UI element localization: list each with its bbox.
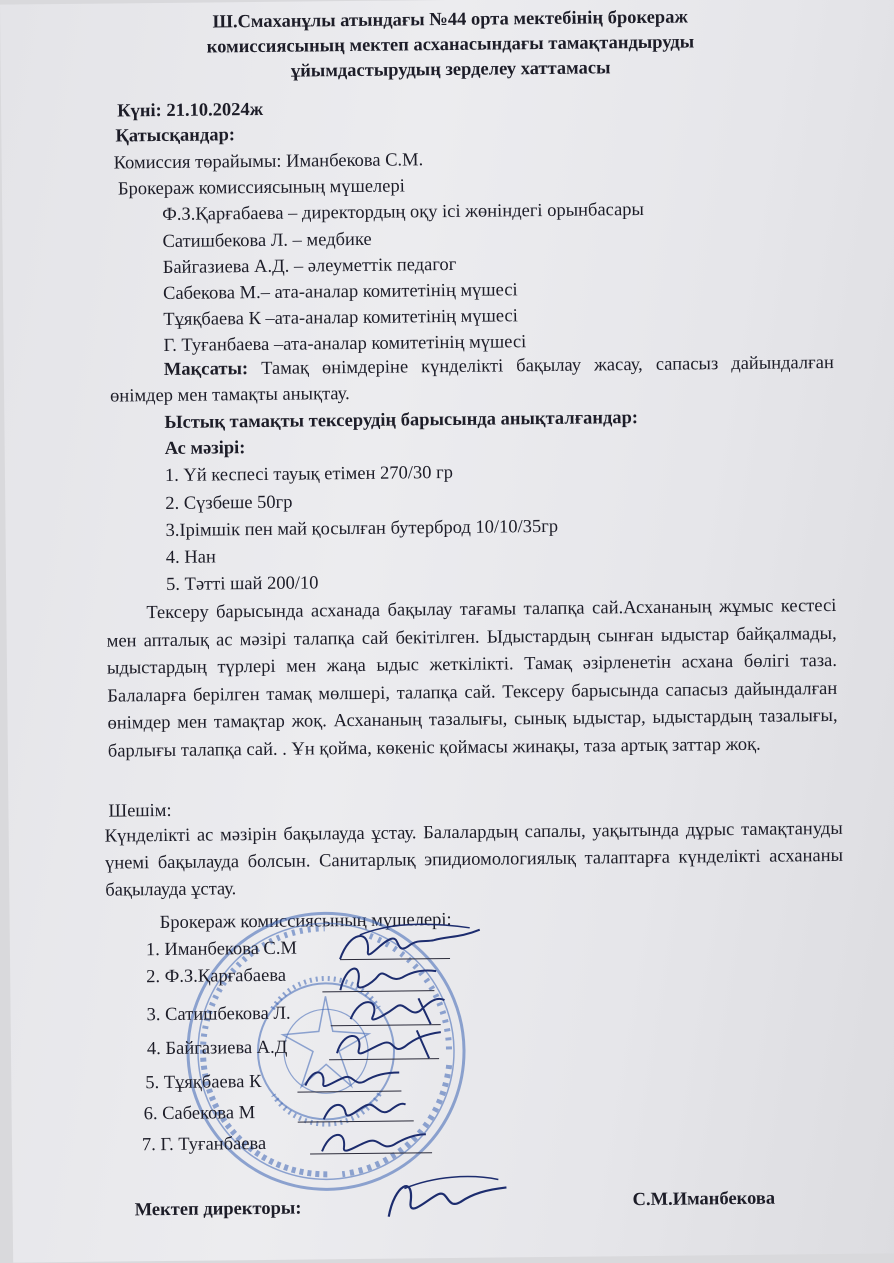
menu-item: 5. Тәтті шай 200/10 (166, 573, 319, 595)
title-line-2: комиссиясының мектеп асханасындағы тамақтандыруды (206, 32, 695, 58)
menu-label: Ас мәзірі: (164, 438, 246, 459)
signature-name: Г. Туғанбаева (160, 1133, 267, 1156)
title-line-1: Ш.Смаханұлы атындағы №44 орта мектебінің брокераж (212, 7, 688, 33)
purpose-text: Тамақ өнімдеріне күнделікті бақылау жасау, сапасыз дайындалған өнімдер мен тамақты анықтау. (110, 352, 834, 407)
signature-name: Сабекова М (162, 1103, 256, 1125)
menu-item: 3.Ірімшік пен май қосылған бутерброд 10/10/35гр (165, 516, 559, 541)
signature-num: 5. (145, 1073, 160, 1094)
purpose-paragraph (110, 351, 834, 410)
member-line: Ф.З.Қарғабаева – директордың оқу ісі жөніндегі орынбасары (162, 199, 645, 225)
member-line: Тұяқбаева К –ата-аналар комитетінің мүшесі (163, 306, 518, 330)
member-line: Сабекова М.– ата-аналар комитетінің мүшесі (162, 280, 518, 304)
signature-name: Ф.З.Қарғабаева (164, 965, 287, 988)
signature-name: Сатишбекова Л. (165, 1003, 291, 1026)
signature-num: 2. (146, 967, 161, 988)
signature-name: Иманбекова С.М (164, 938, 298, 961)
member-line: Г. Туғанбаева –ата-аналар комитетінің мүшесі (163, 332, 527, 356)
inspection-paragraph: Тексеру барысында асханада бақылау тағамы талапқа сай.Асхананың жұмыс кестесі мен апталық ас мәзірі талапқа сай бекітілген. Ыдыстардың сынған ыдыстар байқалмады, ыдыстардың түрлері мен жаңа ыдыс жеткілікті. Тамақ әзірленетін асхана бөлігі таза. Балаларға берілген тамақ мөлшері, талапқа сай. Тексеру барысында сапасыз дайындалған өнімдер мен тамақтар жоқ. Асхананың тазалығы, сынық ыдыстар, ыдыстардың тазалығы, барлығы талапқа сай. . Ұн қойма, көкеніс қоймасы жинақы, таза артық заттар жоқ. (106, 595, 838, 762)
member-line: Байгазиева А.Д. – әлеуметтік педагог (162, 254, 457, 278)
commission-chair: Комиссия төрайымы: Иманбекова С.М. (113, 150, 424, 174)
signature-entry (146, 1002, 290, 1028)
title-line-3: ұйымдастырудың зерделеу хаттамасы (290, 58, 611, 82)
signature-entry (147, 1036, 288, 1061)
director-name: С.М.Иманбекова (632, 1188, 776, 1211)
handwritten-signature-icon (312, 1120, 432, 1161)
signature-num: 6. (143, 1104, 158, 1125)
signature-num: 3. (146, 1005, 161, 1026)
signature-entry (146, 964, 286, 989)
member-line: Сатишбекова Л. – медбике (162, 229, 372, 252)
signature-name: Тұяқбаева К (163, 1072, 262, 1094)
signature-entry (145, 1070, 261, 1095)
signature-num: 4. (146, 1039, 161, 1060)
findings-heading: Ыстық тамақты тексерудің барысында анықталғандар: (164, 408, 639, 433)
signature-entry (146, 937, 297, 963)
participants-label: Қатысқандар: (115, 125, 236, 147)
menu-item: 1. Үй кеспесі тауық етімен 270/30 гр (164, 462, 454, 486)
signature-entry (142, 1132, 266, 1157)
signature-name: Байгазиева А.Д (165, 1037, 288, 1060)
document-title (150, 5, 751, 86)
menu-item: 4. Нан (165, 547, 216, 568)
decision-label: Шешім: (108, 800, 172, 822)
members-heading: Брокераж комиссиясының мүшелері (117, 176, 405, 200)
signature-num: 1. (145, 940, 160, 961)
date-line: Күні: 21.10.2024ж (117, 99, 264, 122)
signatures-heading: Брокераж комиссиясының мүшелері: (159, 910, 452, 934)
director-label: Мектеп директоры: (134, 1198, 302, 1221)
signature-num: 7. (141, 1135, 156, 1156)
purpose-label: Мақсаты: (163, 359, 249, 380)
decision-paragraph: Күнделікті ас мәзірін бақылауда ұстау. Балалардың сапалы, уақытында дұрыс тамақтануды үнемі бақылауда болсын. Санитарлық эпидиомологиялық талаптарға күнделікті асхананы бақылауда ұстау. (104, 818, 844, 901)
menu-item: 2. Сүзбеше 50гр (165, 492, 293, 514)
director-signature-icon (374, 1167, 515, 1228)
signature-entry (144, 1101, 256, 1126)
